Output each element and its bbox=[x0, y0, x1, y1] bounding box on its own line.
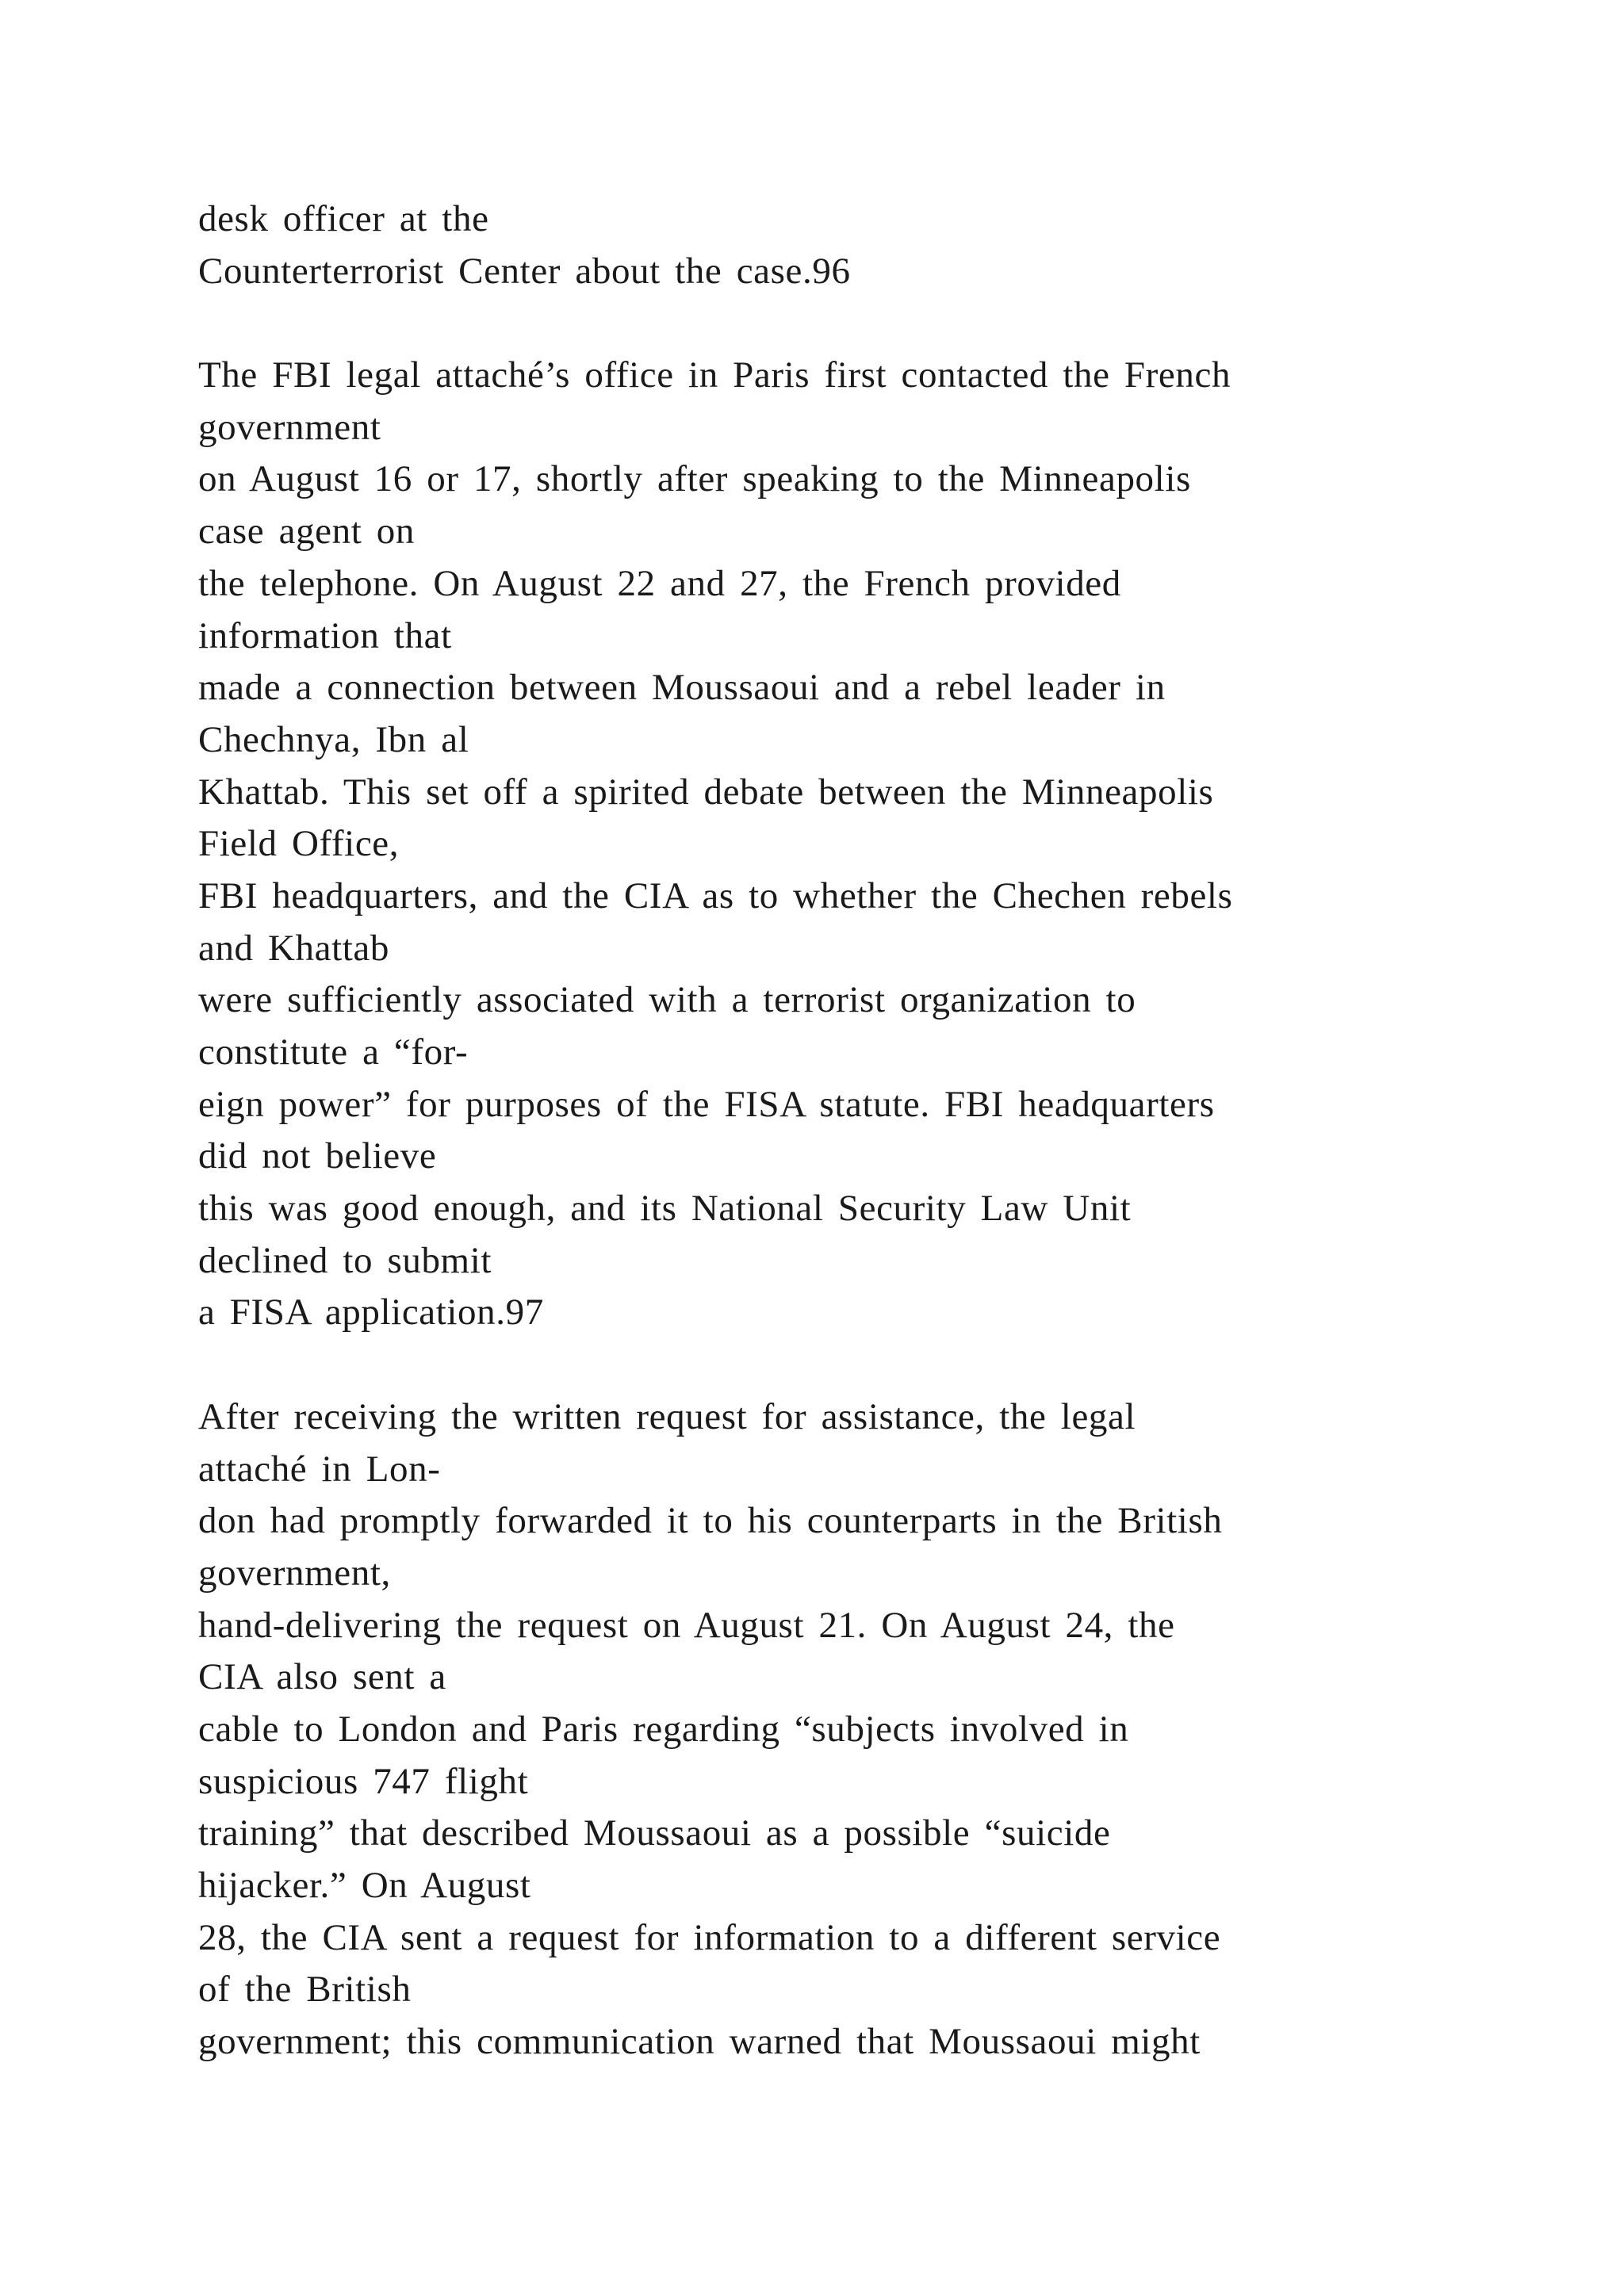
paragraph bbox=[198, 350, 1507, 1339]
text-line: The FBI legal attaché’s office in Paris first contacted the French bbox=[198, 354, 1231, 396]
text-line: this was good enough, and its National Security Law Unit bbox=[198, 1188, 1132, 1230]
text-line: declined to submit bbox=[198, 1239, 492, 1281]
paragraph bbox=[198, 1391, 1507, 2068]
body-text bbox=[198, 193, 1507, 2068]
text-line: a FISA application.97 bbox=[198, 1292, 544, 1334]
text-line: suspicious 747 flight bbox=[198, 1760, 529, 1802]
text-line: eign power” for purposes of the FISA statute. FBI headquarters bbox=[198, 1083, 1215, 1125]
text-line: CIA also sent a bbox=[198, 1656, 446, 1698]
text-line: desk officer at the bbox=[198, 198, 489, 239]
text-line: information that bbox=[198, 614, 452, 656]
text-line: hijacker.” On August bbox=[198, 1865, 531, 1906]
text-line: of the British bbox=[198, 1969, 412, 2011]
text-line: the telephone. On August 22 and 27, the French provided bbox=[198, 562, 1121, 604]
text-line: Khattab. This set off a spirited debate between the Minneapolis bbox=[198, 771, 1214, 813]
text-line: case agent on bbox=[198, 511, 415, 553]
text-line: made a connection between Moussaoui and a rebel leader in bbox=[198, 667, 1166, 709]
text-line: constitute a “for- bbox=[198, 1031, 469, 1073]
text-line: After receiving the written request for assistance, the legal bbox=[198, 1395, 1136, 1437]
text-line: government; this communication warned that Moussaoui might bbox=[198, 2021, 1201, 2063]
text-line: on August 16 or 17, shortly after speaking to the Minneapolis bbox=[198, 458, 1191, 500]
paragraph-gap bbox=[198, 1339, 1507, 1391]
text-line: Chechnya, Ibn al bbox=[198, 718, 469, 760]
text-line: FBI headquarters, and the CIA as to whether the Chechen rebels bbox=[198, 874, 1233, 916]
text-line: Field Office, bbox=[198, 823, 400, 865]
text-line: cable to London and Paris regarding “subjects involved in bbox=[198, 1708, 1129, 1750]
text-line: don had promptly forwarded it to his counterparts in the British bbox=[198, 1500, 1223, 1542]
text-line: training” that described Moussaoui as a possible “suicide bbox=[198, 1812, 1111, 1854]
paragraph bbox=[198, 193, 1507, 297]
paragraph-gap bbox=[198, 297, 1507, 350]
text-line: did not believe bbox=[198, 1135, 437, 1177]
text-line: government bbox=[198, 406, 381, 448]
text-line: were sufficiently associated with a terrorist organization to bbox=[198, 979, 1136, 1021]
text-line: government, bbox=[198, 1552, 391, 1594]
text-line: Counterterrorist Center about the case.96 bbox=[198, 250, 851, 292]
text-line: hand-delivering the request on August 21. On August 24, the bbox=[198, 1604, 1175, 1646]
text-line: and Khattab bbox=[198, 927, 389, 969]
text-line: 28, the CIA sent a request for information to a different service bbox=[198, 1916, 1221, 1958]
text-line: attaché in Lon- bbox=[198, 1448, 441, 1490]
